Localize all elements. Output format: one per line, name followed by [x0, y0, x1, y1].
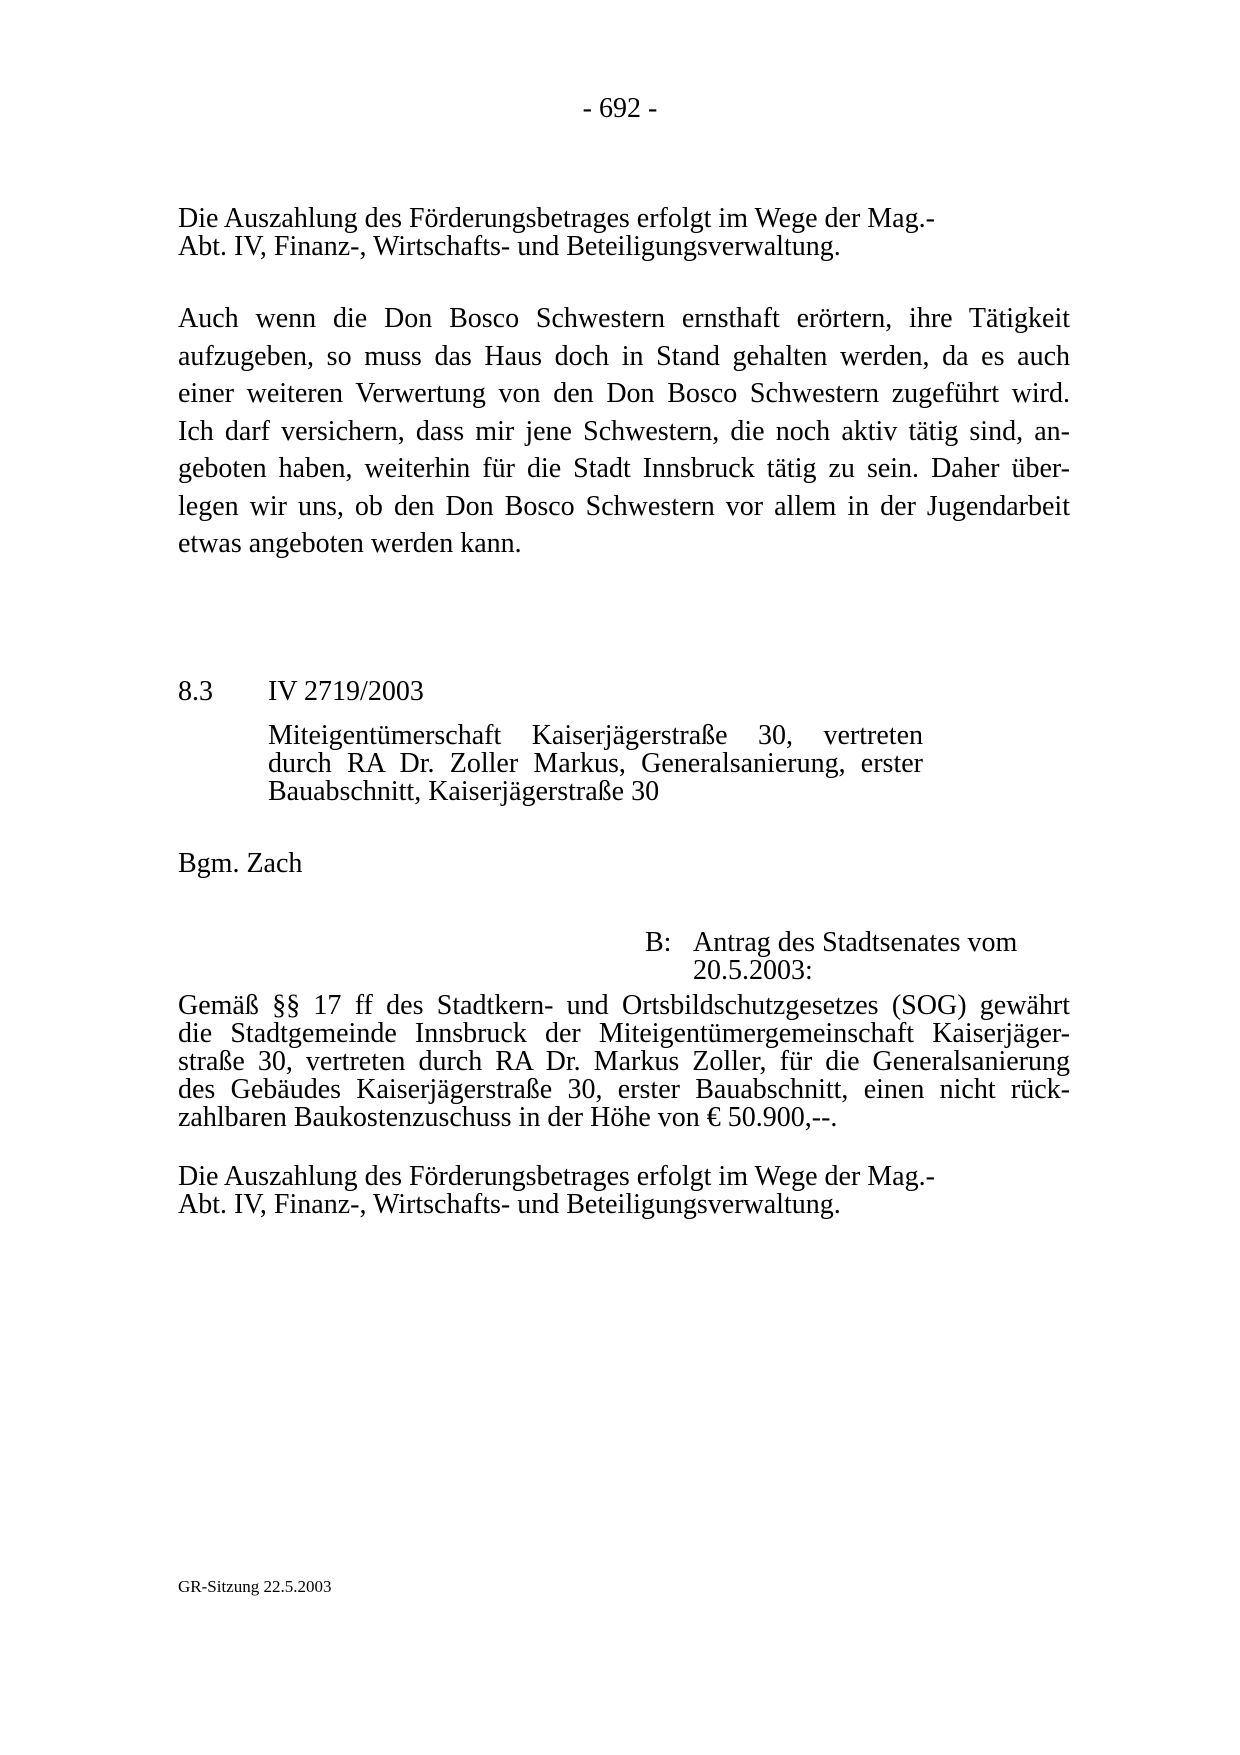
resolution-line-2: die Stadtgemeinde Innsbruck der Miteigentümergemeinschaft Kaiserjäger-	[178, 1018, 1070, 1049]
resolution-paragraph	[178, 992, 1070, 1132]
agenda-item-reference: IV 2719/2003	[268, 676, 424, 707]
don-bosco-line-6: legen wir uns, ob den Don Bosco Schwestern vor allem in der Jugendarbeit	[178, 490, 1070, 522]
resolution-line-4: des Gebäudes Kaiserjägerstraße 30, erster Bauabschnitt, einen nicht rück-	[178, 1074, 1070, 1105]
payout-2-line-2: Abt. IV, Finanz-, Wirtschafts- und Beteiligungsverwaltung.	[178, 1189, 841, 1220]
motion-text	[693, 929, 1073, 985]
payout-2-line-1: Die Auszahlung des Förderungsbetrages erfolgt im Wege der Mag.-	[178, 1161, 935, 1192]
don-bosco-line-4: Ich darf versichern, dass mir jene Schwestern, die noch aktiv tätig sind, an-	[178, 415, 1070, 447]
payout-1-line-2: Abt. IV, Finanz-, Wirtschafts- und Beteiligungsverwaltung.	[178, 231, 841, 262]
speaker: Bgm. Zach	[178, 848, 303, 879]
motion-line-2: 20.5.2003:	[693, 955, 813, 986]
payout-1-line-1: Die Auszahlung des Förderungsbetrages erfolgt im Wege der Mag.-	[178, 203, 935, 234]
don-bosco-line-3: einer weiteren Verwertung von den Don Bosco Schwestern zugeführt wird.	[178, 378, 1070, 409]
agenda-title-line-3: Bauabschnitt, Kaiserjägerstraße 30	[268, 776, 660, 807]
resolution-line-5: zahlbaren Baukostenzuschuss in der Höhe von € 50.900,--.	[178, 1102, 838, 1133]
agenda-item-number: 8.3	[178, 676, 213, 707]
resolution-line-1: Gemäß §§ 17 ff des Stadtkern- und Ortsbildschutzgesetzes (SOG) gewährt	[178, 990, 1070, 1021]
page-number: - 692 -	[582, 93, 658, 124]
agenda-title-line-1: Miteigentümerschaft Kaiserjägerstraße 30, vertreten	[268, 720, 923, 751]
don-bosco-line-1: Auch wenn die Don Bosco Schwestern ernsthaft erörtern, ihre Tätigkeit	[178, 303, 1070, 334]
payout-paragraph-1	[178, 205, 1070, 261]
don-bosco-line-7: etwas angeboten werden kann.	[178, 528, 522, 559]
don-bosco-line-2: aufzugeben, so muss das Haus doch in Stand gehalten werden, da es auch	[178, 340, 1070, 372]
agenda-item-title	[268, 722, 923, 806]
resolution-line-3: straße 30, vertreten durch RA Dr. Markus Zoller, für die Generalsanierung	[178, 1046, 1070, 1077]
motion-line-1: Antrag des Stadtsenates vom	[693, 927, 1018, 958]
payout-paragraph-2	[178, 1163, 1070, 1219]
don-bosco-line-5: geboten haben, weiterhin für die Stadt Innsbruck tätig zu sein. Daher über-	[178, 453, 1070, 484]
don-bosco-paragraph	[178, 300, 1070, 563]
motion-label: B:	[645, 927, 672, 958]
footer-session-date: GR-Sitzung 22.5.2003	[178, 1577, 332, 1596]
agenda-title-line-2: durch RA Dr. Zoller Markus, Generalsanierung, erster	[268, 748, 923, 779]
